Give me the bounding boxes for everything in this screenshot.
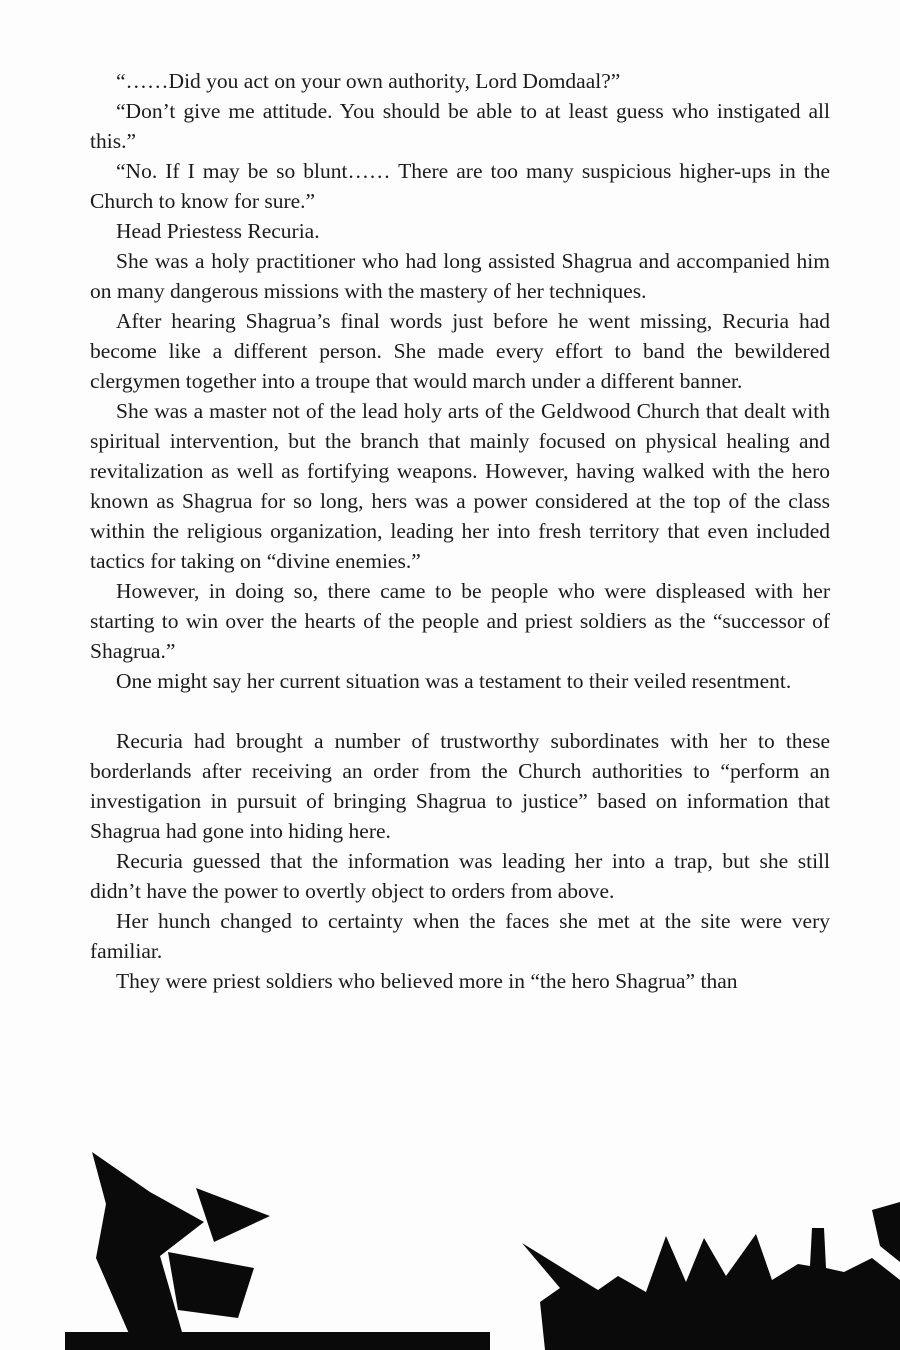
paragraph-narration-4: She was a master not of the lead holy arts of the Geldwood Church that dealt with spiritual intervention, but the branch that mainly focused on physical healing and revitalization as well as fortifying weapons. However, having walked with the hero known as Shagrua for so long, hers was a power considered at the top of the class within the religious organization, leading her into fresh territory that even included tactics for taking on “divine enemies.” (90, 399, 830, 573)
ink-shapes-svg (0, 1140, 900, 1350)
ink-group (65, 1152, 900, 1350)
body-text (90, 66, 830, 996)
right-spike-mass (522, 1228, 900, 1350)
paragraph-narration-1: Head Priestess Recuria. (116, 219, 320, 243)
paragraph-dialogue-1: “……Did you act on your own authority, Lord Domdaal?” (116, 69, 621, 93)
left-small-triangle (196, 1188, 270, 1242)
paragraph-narration-9: Her hunch changed to certainty when the faces she met at the site were very familiar. (90, 909, 830, 963)
paragraph-narration-6: One might say her current situation was a testament to their veiled resentment. (116, 669, 792, 693)
paragraph-dialogue-2: “Don’t give me attitude. You should be able to at least guess who instigated all this.” (90, 99, 830, 153)
right-edge-shard (872, 1202, 900, 1262)
paragraph-narration-10: They were priest soldiers who believed more in “the hero Shagrua” than (116, 969, 738, 993)
paragraph-narration-7: Recuria had brought a number of trustworthy subordinates with her to these borderlands after receiving an order from the Church authorities to “perform an investigation in pursuit of bringing Shagrua to justice” based on information that Shagrua had gone into hiding here. (90, 729, 830, 843)
paragraph-narration-8: Recuria guessed that the information was leading her into a trap, but she still didn’t have the power to overtly object to orders from above. (90, 849, 830, 903)
bottom-ink-illustration (0, 1140, 900, 1350)
paragraph-narration-2: She was a holy practitioner who had long assisted Shagrua and accompanied him on many dangerous missions with the mastery of her techniques. (90, 249, 830, 303)
bottom-left-bar (65, 1332, 490, 1350)
paragraph-narration-5: However, in doing so, there came to be people who were displeased with her starting to win over the hearts of the people and priest soldiers as the “successor of Shagrua.” (90, 579, 830, 663)
left-mid-quad (168, 1252, 254, 1318)
paragraph-narration-3: After hearing Shagrua’s final words just before he went missing, Recuria had become like a different person. She made every effort to band the bewildered clergymen together into a troupe that would march under a different banner. (90, 309, 830, 393)
paragraph-dialogue-3: “No. If I may be so blunt…… There are too many suspicious higher-ups in the Church to know for sure.” (90, 159, 830, 213)
